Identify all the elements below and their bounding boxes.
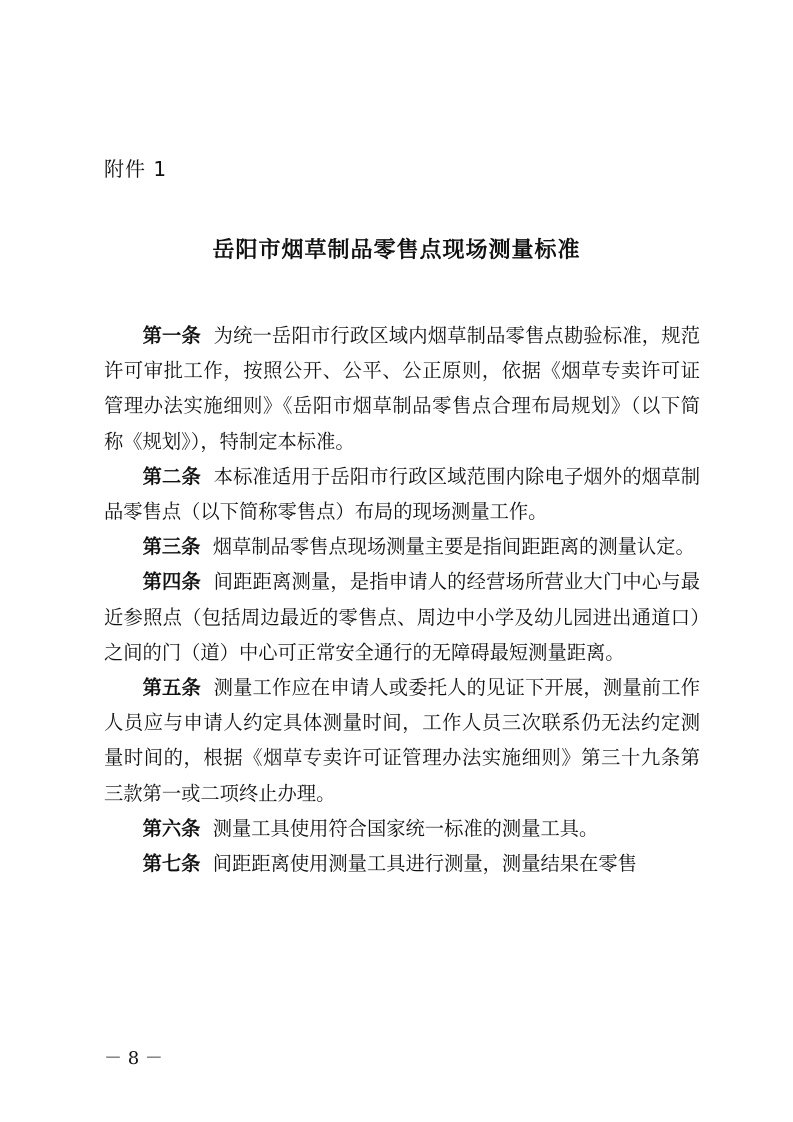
document-title: 岳阳市烟草制品零售点现场测量标准 <box>212 238 581 263</box>
article-text: 测量工作应在申请人或委托人的见证下开展，测量前工作人员应与申请人约定具体测量时间，工作人员三次联系仍无法约定测量时间的，根据《烟草专卖许可证管理办法实施细则》第三十九条第三款第一或二项终止办理。 <box>104 676 700 805</box>
article-text: 间距距离使用测量工具进行测量，测量结果在零售 <box>212 852 637 876</box>
article-2 <box>104 459 700 529</box>
article-text: 为统一岳阳市行政区域内烟草制品零售点勘验标准，规范许可审批工作，按照公开、公平、公正原则，依据《烟草专卖许可证管理办法实施细则》《岳阳市烟草制品零售点合理布局规划》（以下简称《规划》），特制定本标准。 <box>104 324 700 453</box>
document-body <box>104 318 700 881</box>
article-number: 第五条 <box>142 676 201 700</box>
article-4 <box>104 564 700 670</box>
article-number: 第六条 <box>142 816 201 840</box>
article-1 <box>104 318 700 459</box>
article-number: 第四条 <box>142 570 201 594</box>
article-text: 间距距离测量，是指申请人的经营场所营业大门中心与最近参照点（包括周边最近的零售点、周边中小学及幼儿园进出通道口）之间的门（道）中心可正常安全通行的无障碍最短测量距离。 <box>104 570 700 664</box>
attachment-label: 附件 1 <box>104 157 168 181</box>
article-number: 第一条 <box>142 324 201 347</box>
article-text: 烟草制品零售点现场测量主要是指间距距离的测量认定。 <box>212 535 695 559</box>
article-number: 第二条 <box>142 464 201 488</box>
article-text: 测量工具使用符合国家统一标准的测量工具。 <box>212 816 599 840</box>
article-3 <box>104 529 700 564</box>
article-6 <box>104 811 700 846</box>
article-7 <box>104 846 700 881</box>
article-text: 本标准适用于岳阳市行政区域范围内除电子烟外的烟草制品零售点（以下简称零售点）布局的现场测量工作。 <box>104 464 700 524</box>
article-5 <box>104 670 700 811</box>
page-number: － 8 － <box>104 1048 163 1069</box>
article-number: 第三条 <box>142 535 201 559</box>
article-number: 第七条 <box>142 852 201 876</box>
